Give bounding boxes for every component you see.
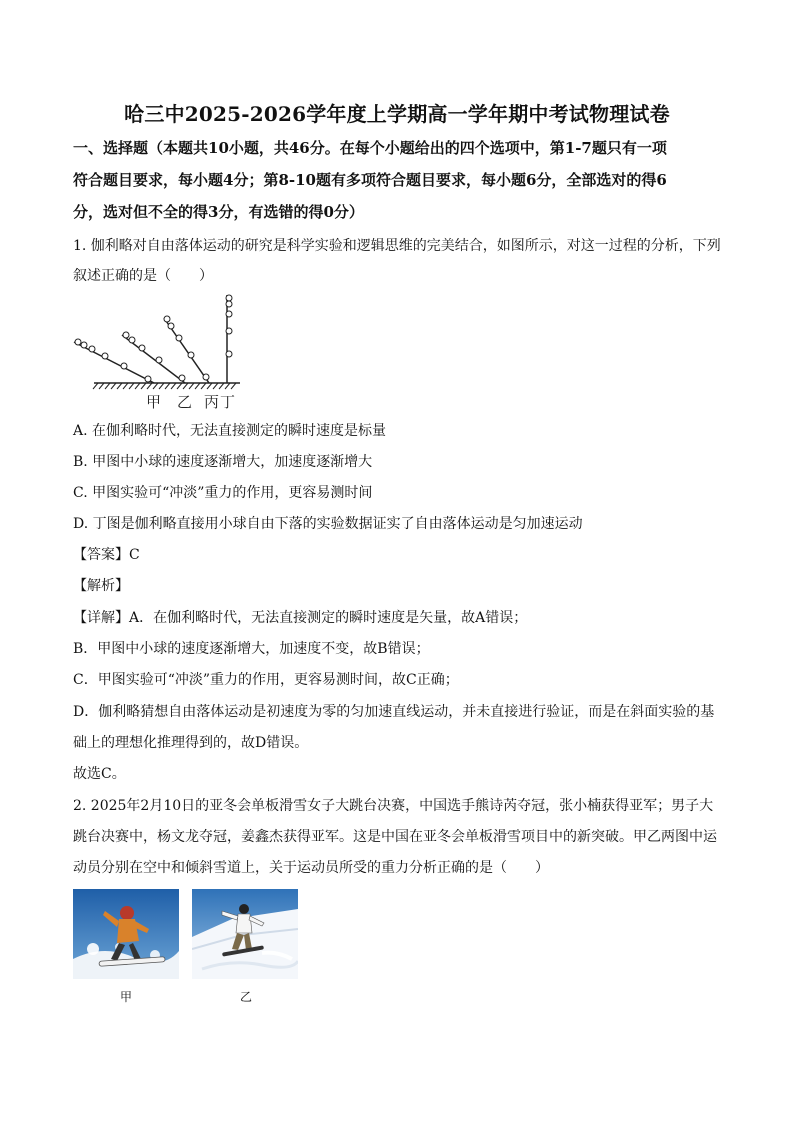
q1-detail-line-4: D．伽利略猜想自由落体运动是初速度为零的匀加速直线运动，并未直接进行验证，而是在斜面实验的基	[73, 704, 715, 720]
section-heading-line-3: 分，选对但不全的得3分，有选错的得0分）	[73, 203, 364, 221]
galileo-incline-figure	[72, 290, 252, 415]
q1-stem-line-2: 叙述正确的是（ ）	[73, 268, 213, 284]
figure-label-yi: 乙	[177, 393, 193, 411]
q1-option-a: A. 在伽利略时代，无法直接测定的瞬时速度是标量	[73, 423, 387, 439]
q1-detail-line-5: 础上的理想化推理得到的，故D错误。	[73, 735, 309, 751]
q1-answer-line	[73, 545, 723, 565]
q1-option-b: B. 甲图中小球的速度逐渐增大，加速度逐渐增大	[73, 454, 373, 470]
figure-label-ding: 丁	[220, 393, 236, 411]
page-title: 哈三中2025-2026学年度上学期高一学年期中考试物理试卷	[124, 102, 670, 126]
q2-stem-line-1: 2. 2025年2月10日的亚冬会单板滑雪女子大跳台决赛，中国选手熊诗芮夺冠，张小楠获得亚军；男子大	[73, 798, 714, 814]
q2-stem-line-3: 动员分别在空中和倾斜雪道上，关于运动员所受的重力分析正确的是（ ）	[73, 860, 549, 876]
answer-label: 【答案】	[73, 547, 129, 563]
q1-detail-line-1: 【详解】A．在伽利略时代，无法直接测定的瞬时速度是矢量，故A错误；	[73, 610, 528, 626]
snowboarder-air-photo	[73, 889, 179, 979]
q2-stem-line-2: 跳台决赛中，杨文龙夺冠，姜鑫杰获得亚军。这是中国在亚冬会单板滑雪项目中的新突破。甲乙两图中运	[73, 829, 717, 845]
snowboarder-slope-photo	[192, 889, 298, 979]
section-heading-line-2: 符合题目要求，每小题4分；第8-10题有多项符合题目要求，每小题6分，全部选对的得6	[73, 171, 667, 189]
photo-caption-yi: 乙	[239, 990, 252, 1004]
photo-caption-jia: 甲	[119, 990, 132, 1004]
q1-analysis-label: 【解析】	[73, 578, 129, 594]
q1-conclusion: 故选C。	[73, 766, 126, 782]
q1-detail-line-3: C．甲图实验可“冲淡”重力的作用，更容易测时间，故C正确；	[73, 672, 459, 688]
section-heading-line-1: 一、选择题（本题共10小题，共46分。在每个小题给出的四个选项中，第1-7题只有一项	[73, 139, 667, 157]
q1-option-d: D. 丁图是伽利略直接用小球自由下落的实验数据证实了自由落体运动是匀加速运动	[73, 516, 583, 532]
q1-detail-line-2: B．甲图中小球的速度逐渐增大，加速度不变，故B错误；	[73, 641, 430, 657]
figure-label-jia: 甲	[146, 393, 162, 411]
q1-stem-line-1: 1. 伽利略对自由落体运动的研究是科学实验和逻辑思维的完美结合，如图所示，对这一过程的分析，下列	[73, 238, 721, 254]
figure-label-bing: 丙	[204, 393, 220, 411]
answer-value: C	[129, 547, 140, 563]
q1-option-c: C. 甲图实验可“冲淡”重力的作用，更容易测时间	[73, 485, 373, 501]
